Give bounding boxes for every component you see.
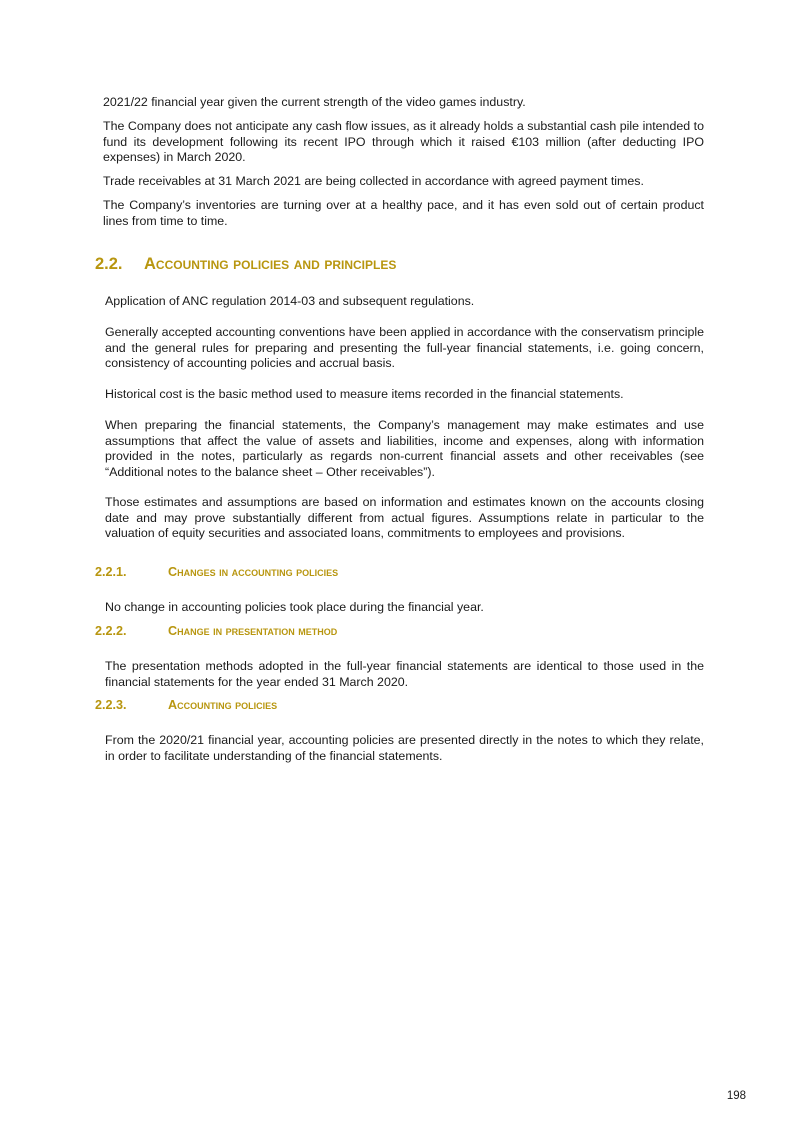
subsection-heading-1 bbox=[95, 565, 338, 579]
section-title: Accounting policies and principles bbox=[144, 255, 397, 273]
subsection-title: Accounting policies bbox=[168, 698, 278, 712]
subsection-number: 2.2.2. bbox=[95, 624, 127, 638]
subsection-number: 2.2.1. bbox=[95, 565, 127, 579]
section-paragraph-5: Those estimates and assumptions are based on information and estimates known on the accounts closing date and may prove substantially different from actual figures. Assumptions relate in particular to the valuation of equity securities and associated loans, commitments to employees and provisions. bbox=[105, 495, 704, 541]
subsection-title: Changes in accounting policies bbox=[168, 565, 339, 579]
intro-paragraph-3: Trade receivables at 31 March 2021 are being collected in accordance with agreed payment times. bbox=[103, 174, 644, 188]
subsection-text-1: No change in accounting policies took place during the financial year. bbox=[105, 600, 484, 614]
subsection-text-2: The presentation methods adopted in the full-year financial statements are identical to those used in the financial statements for the year ended 31 March 2020. bbox=[105, 659, 704, 689]
intro-paragraph-4: The Company’s inventories are turning over at a healthy pace, and it has even sold out of certain product lines from time to time. bbox=[103, 198, 704, 228]
subsection-heading-2 bbox=[95, 624, 337, 638]
subsection-heading-3 bbox=[95, 698, 277, 712]
page-number: 198 bbox=[726, 1090, 746, 1102]
section-paragraph-2: Generally accepted accounting conventions have been applied in accordance with the conservatism principle and the general rules for preparing and presenting the full-year financial statements, i.e. going concern, consistency of accounting policies and accrual basis. bbox=[105, 325, 704, 371]
section-paragraph-4: When preparing the financial statements, the Company’s management may make estimates and use assumptions that affect the value of assets and liabilities, income and expenses, along with information provided in the notes, particularly as regards non-current financial assets and other receivables (see “Additional notes to the balance sheet – Other receivables”). bbox=[105, 418, 704, 479]
subsection-number: 2.2.3. bbox=[95, 698, 127, 712]
section-paragraph-1: Application of ANC regulation 2014-03 and subsequent regulations. bbox=[105, 294, 475, 308]
subsection-title: Change in presentation method bbox=[168, 624, 338, 638]
section-paragraph-3: Historical cost is the basic method used to measure items recorded in the financial statements. bbox=[105, 387, 624, 401]
subsection-text-3: From the 2020/21 financial year, accounting policies are presented directly in the notes to which they relate, in order to facilitate understanding of the financial statements. bbox=[105, 733, 704, 763]
intro-paragraph-1: 2021/22 financial year given the current strength of the video games industry. bbox=[103, 95, 526, 109]
section-number: 2.2. bbox=[95, 255, 123, 273]
section-heading bbox=[95, 255, 396, 274]
intro-paragraph-2: The Company does not anticipate any cash flow issues, as it already holds a substantial cash pile intended to fund its development following its recent IPO through which it raised €103 million (after deducting IPO expenses) in March 2020. bbox=[103, 119, 704, 165]
